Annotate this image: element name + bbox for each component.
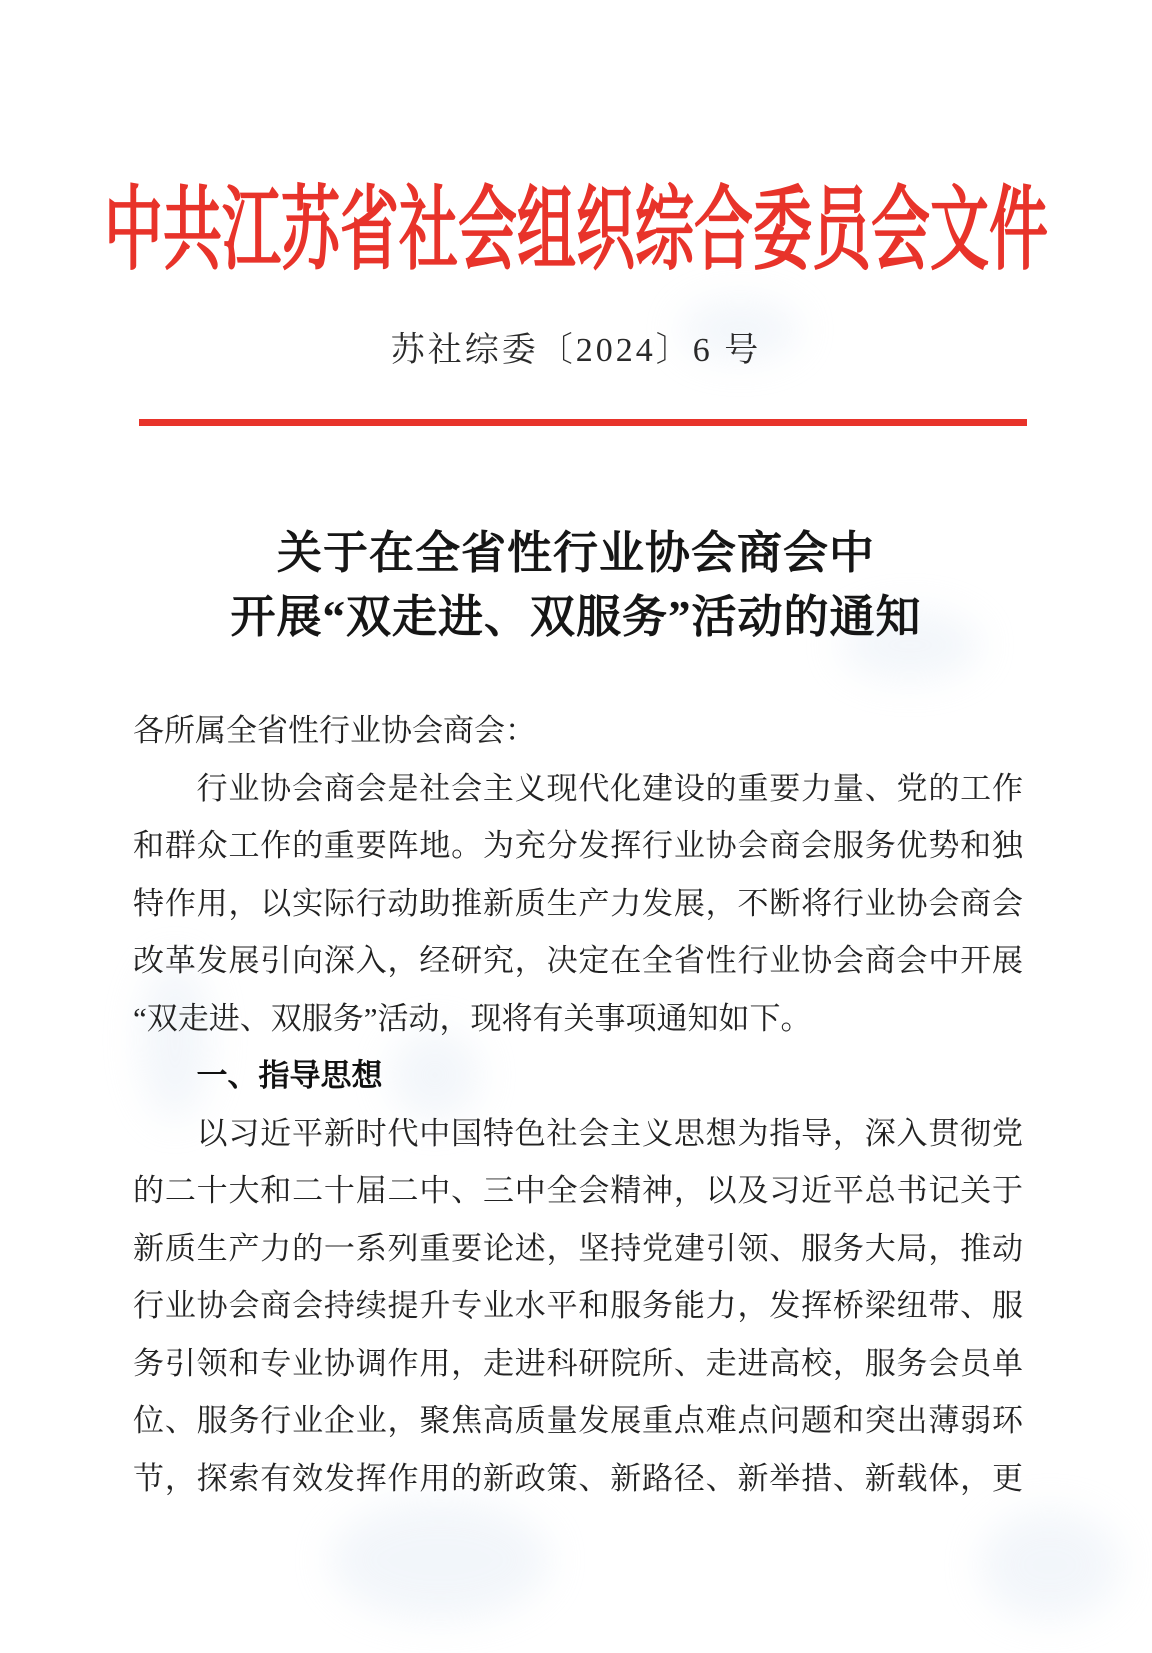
body-line: 和群众工作的重要阵地。为充分发挥行业协会商会服务优势和独 <box>133 828 1023 863</box>
body-line: “双走进、双服务”活动，现将有关事项通知如下。 <box>133 1000 812 1036</box>
document-body <box>133 702 1023 1507</box>
bleed-through-artifact <box>980 1510 1120 1620</box>
body-line: 改革发展引向深入，经研究，决定在全省性行业协会商会中开展 <box>133 943 1023 978</box>
body-line: 新质生产力的一系列重要论述，坚持党建引领、服务大局，推动 <box>133 1230 1023 1266</box>
body-line: 的二十大和二十届二中、三中全会精神，以及习近平总书记关于 <box>133 1173 1023 1208</box>
red-divider-line <box>139 419 1027 426</box>
document-title-line2: 开展“双走进、双服务”活动的通知 <box>230 592 922 642</box>
document-number: 苏社综委〔2024〕6 号 <box>390 332 762 369</box>
body-line: 行业协会商会持续提升专业水平和服务能力，发挥桥梁纽带、服 <box>133 1288 1023 1323</box>
body-line: 以习近平新时代中国特色社会主义思想为指导，深入贯彻党 <box>196 1115 1023 1151</box>
body-line: 行业协会商会是社会主义现代化建设的重要力量、党的工作 <box>196 770 1023 806</box>
body-line: 特作用，以实际行动助推新质生产力发展，不断将行业协会商会 <box>133 885 1023 921</box>
body-line: 务引领和专业协调作用，走进科研院所、走进高校，服务会员单 <box>133 1345 1023 1381</box>
salutation: 各所属全省性行业协会商会： <box>133 713 536 748</box>
bleed-through-artifact <box>330 1500 550 1620</box>
letterhead-org-title: 中共江苏省社会组织综合委员会文件 <box>103 178 1048 282</box>
section-heading: 一、指导思想 <box>196 1058 383 1093</box>
document-title <box>0 521 1152 649</box>
body-line: 位、服务行业企业，聚焦高质量发展重点难点问题和突出薄弱环 <box>133 1403 1023 1438</box>
document-title-line1: 关于在全省性行业协会商会中 <box>276 528 875 578</box>
body-line: 节，探索有效发挥作用的新政策、新路径、新举措、新载体，更 <box>133 1460 1023 1496</box>
